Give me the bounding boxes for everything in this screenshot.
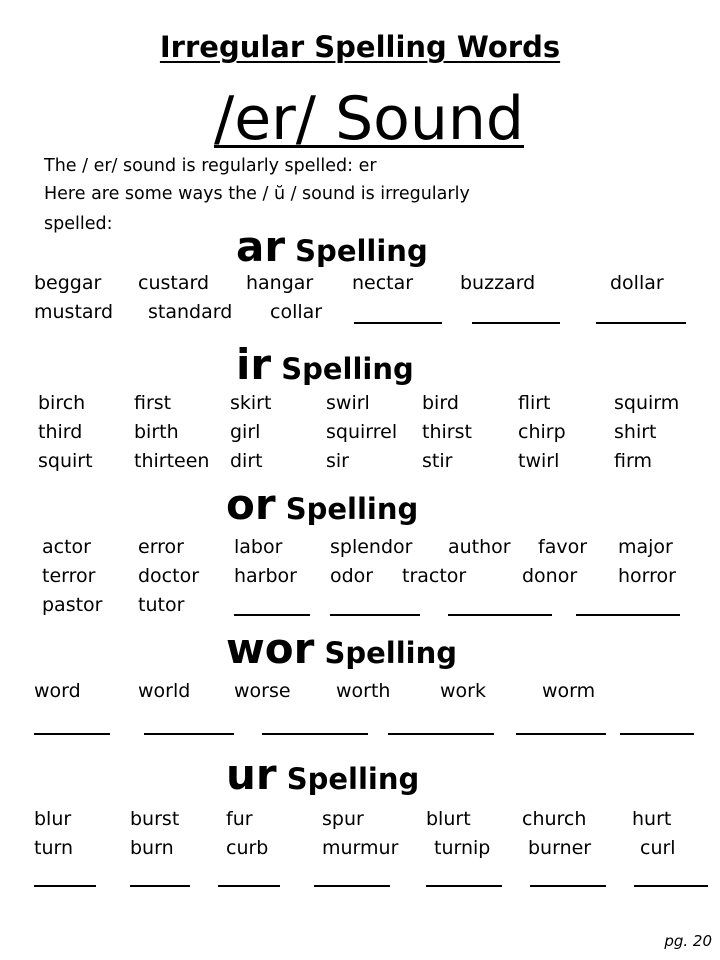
word-ar-beggar: beggar (34, 272, 102, 294)
word-ir-stir: stir (422, 450, 453, 472)
word-ir-girl: girl (230, 421, 261, 443)
word-or-labor: labor (234, 536, 283, 558)
word-ir-bird: bird (422, 392, 459, 414)
section-heading-label: Spelling (286, 762, 420, 796)
intro-line-1: The / er/ sound is regularly spelled: er (44, 156, 377, 176)
word-wor-word: word (34, 680, 81, 702)
answer-blank (34, 733, 110, 735)
section-heading-ur (226, 750, 419, 799)
answer-blank (262, 733, 368, 735)
word-or-terror: terror (42, 565, 96, 587)
section-heading-ar (236, 222, 428, 271)
word-ir-squirm: squirm (614, 392, 680, 414)
answer-blank (448, 614, 552, 616)
answer-blank (426, 885, 502, 887)
word-or-odor: odor (330, 565, 374, 587)
word-ir-third: third (38, 421, 83, 443)
word-ir-twirl: twirl (518, 450, 560, 472)
word-wor-worm: worm (542, 680, 596, 702)
word-ir-shirt: shirt (614, 421, 657, 443)
word-or-error: error (138, 536, 184, 558)
word-ir-thirst: thirst (422, 421, 472, 443)
word-or-major: major (618, 536, 673, 558)
section-heading-ir (236, 340, 414, 389)
word-wor-work: work (440, 680, 486, 702)
word-ur-church: church (522, 808, 587, 830)
answer-blank (596, 322, 686, 324)
word-or-actor: actor (42, 536, 91, 558)
word-ur-turn: turn (34, 837, 74, 859)
word-ir-thirteen: thirteen (134, 450, 210, 472)
word-ar-standard: standard (148, 301, 233, 323)
page-number: pg. 20 (664, 932, 712, 950)
word-wor-world: world (138, 680, 191, 702)
page-title: Irregular Spelling Words (159, 30, 561, 64)
intro-line-3: spelled: (44, 214, 113, 234)
word-ur-burst: burst (130, 808, 180, 830)
word-ur-blurt: blurt (426, 808, 471, 830)
section-heading-wor (226, 624, 457, 673)
word-wor-worth: worth (336, 680, 391, 702)
word-ir-sir: sir (326, 450, 349, 472)
answer-blank (388, 733, 494, 735)
word-ur-curl: curl (640, 837, 676, 859)
word-ur-fur: fur (226, 808, 253, 830)
answer-blank (620, 733, 694, 735)
answer-blank (218, 885, 280, 887)
word-ir-dirt: dirt (230, 450, 263, 472)
section-heading-label: Spelling (324, 636, 458, 670)
section-prefix: wor (226, 624, 315, 673)
word-ur-turnip: turnip (434, 837, 491, 859)
word-ir-birch: birch (38, 392, 86, 414)
word-or-horror: horror (618, 565, 676, 587)
word-or-author: author (448, 536, 511, 558)
word-ur-curb: curb (226, 837, 269, 859)
answer-blank (634, 885, 708, 887)
word-ir-squirrel: squirrel (326, 421, 398, 443)
word-or-favor: favor (538, 536, 588, 558)
intro-line-2: Here are some ways the / ŭ / sound is irregularly (44, 184, 470, 204)
word-or-splendor: splendor (330, 536, 413, 558)
section-heading-or (226, 480, 418, 529)
section-prefix: or (226, 480, 276, 529)
answer-blank (314, 885, 390, 887)
page-subtitle: /er/ Sound (214, 84, 525, 154)
word-ir-firm: firm (614, 450, 652, 472)
answer-blank (576, 614, 680, 616)
word-ar-mustard: mustard (34, 301, 114, 323)
word-ar-hangar: hangar (246, 272, 314, 294)
word-ir-swirl: swirl (326, 392, 370, 414)
answer-blank (516, 733, 606, 735)
word-or-doctor: doctor (138, 565, 200, 587)
word-ir-squirt: squirt (38, 450, 93, 472)
answer-blank (34, 885, 96, 887)
answer-blank (130, 885, 190, 887)
word-or-harbor: harbor (234, 565, 297, 587)
section-heading-label: Spelling (281, 352, 414, 386)
word-ar-collar: collar (270, 301, 323, 323)
section-prefix: ur (226, 750, 277, 799)
word-ur-burn: burn (130, 837, 174, 859)
word-ir-chirp: chirp (518, 421, 566, 443)
answer-blank (234, 614, 310, 616)
word-wor-worse: worse (234, 680, 291, 702)
word-ir-birth: birth (134, 421, 179, 443)
word-ar-custard: custard (138, 272, 210, 294)
answer-blank (144, 733, 234, 735)
answer-blank (330, 614, 420, 616)
section-heading-label: Spelling (285, 492, 419, 526)
word-ur-burner: burner (528, 837, 592, 859)
section-prefix: ar (236, 222, 286, 271)
word-ar-nectar: nectar (352, 272, 414, 294)
answer-blank (530, 885, 606, 887)
word-ur-blur: blur (34, 808, 72, 830)
section-heading-label: Spelling (295, 234, 428, 268)
word-ir-flirt: flirt (518, 392, 551, 414)
word-or-donor: donor (522, 565, 578, 587)
word-ur-murmur: murmur (322, 837, 399, 859)
word-or-tutor: tutor (138, 594, 185, 616)
word-or-pastor: pastor (42, 594, 103, 616)
answer-blank (472, 322, 560, 324)
word-ir-first: first (134, 392, 172, 414)
word-ir-skirt: skirt (230, 392, 272, 414)
word-ur-spur: spur (322, 808, 364, 830)
word-ar-dollar: dollar (610, 272, 664, 294)
word-or-tractor: tractor (402, 565, 467, 587)
section-prefix: ir (236, 340, 272, 389)
word-ur-hurt: hurt (632, 808, 672, 830)
answer-blank (354, 322, 442, 324)
word-ar-buzzard: buzzard (460, 272, 536, 294)
